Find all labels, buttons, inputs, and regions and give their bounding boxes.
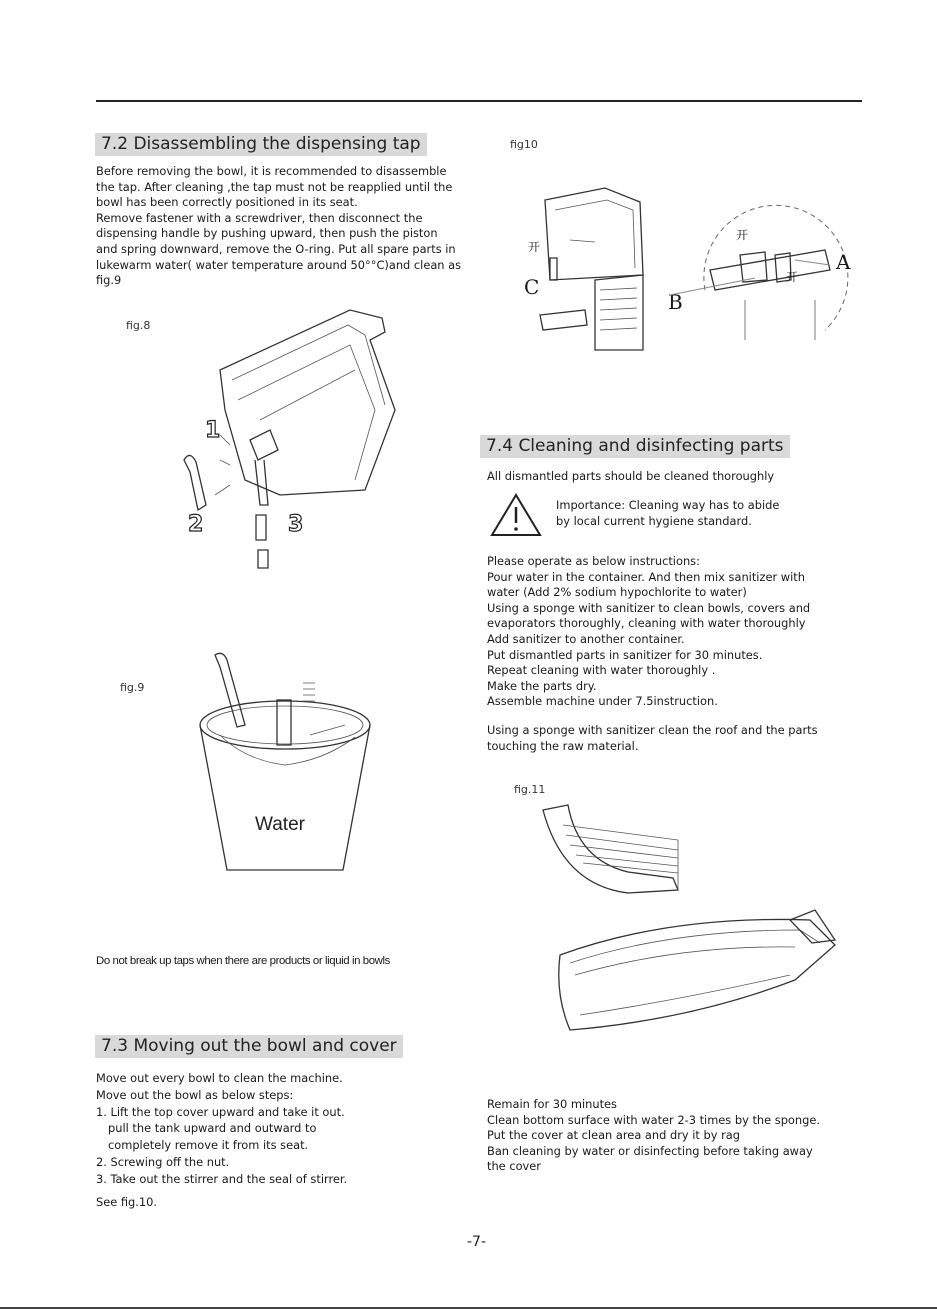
text-line: touching the raw material.: [487, 738, 639, 753]
label-b: B: [668, 290, 683, 314]
text-line: Add sanitizer to another container.: [487, 631, 685, 646]
fig10-tap-detail-illustration: [695, 200, 855, 350]
remain-notes: [487, 1097, 820, 1175]
page-number: -7-: [467, 1234, 487, 1250]
text-line: the tap. After cleaning ,the tap must not be reapplied until the: [96, 179, 453, 194]
text-line: Using a sponge with sanitizer to clean bowls, covers and: [487, 600, 811, 615]
fig9-bucket-illustration: [185, 645, 385, 880]
text-line: Put the cover at clean area and dry it by rag: [487, 1128, 740, 1143]
open-glyph: 开: [736, 228, 749, 242]
fig9-caption: fig.9: [120, 681, 145, 694]
text-line: lukewarm water( water temperature around 50°°C)and clean as: [96, 257, 462, 272]
text-line: Move out every bowl to clean the machine.: [96, 1071, 343, 1085]
text-line: Put dismantled parts in sanitizer for 30 minutes.: [487, 647, 763, 662]
text-line: Clean bottom surface with water 2-3 times by the sponge.: [487, 1112, 820, 1127]
fig11-cover-illustration: [550, 905, 840, 1035]
text-line: 3. Take out the stirrer and the seal of stirrer.: [96, 1171, 348, 1186]
section-7-4-intro: All dismantled parts should be cleaned thoroughly: [487, 469, 775, 483]
text-line: Make the parts dry.: [487, 678, 597, 693]
fig8-caption: fig.8: [126, 319, 151, 332]
fig10-caption: fig10: [510, 138, 538, 151]
text-line: Importance: Cleaning way has to abide: [556, 498, 780, 512]
open-glyph: 开: [786, 270, 799, 284]
text-line: water (Add 2% sodium hypochlorite to water): [487, 585, 747, 600]
section-7-4-heading: 7.4 Cleaning and disinfecting parts: [480, 435, 790, 458]
text-line: Please operate as below instructions:: [487, 554, 700, 568]
text-line: Remove fastener with a screwdriver, then disconnect the: [96, 210, 423, 225]
label-a: A: [836, 250, 851, 274]
fig10-machine-illustration: [525, 180, 665, 350]
callout-1: 1: [205, 418, 221, 443]
text-line: completely remove it from its seat.: [108, 1138, 309, 1153]
text-line: bowl has been correctly positioned in its seat.: [96, 195, 358, 210]
text-line: Pour water in the container. And then mix sanitizer with: [487, 569, 805, 584]
roof-note: [487, 723, 818, 754]
text-line: Before removing the bowl, it is recommended to disassemble: [96, 164, 447, 178]
section-7-3-heading: 7.3 Moving out the bowl and cover: [95, 1035, 403, 1058]
text-line: dispensing handle by pushing upward, then push the piston: [96, 226, 438, 241]
callout-2: 2: [188, 512, 204, 537]
text-line: pull the tank upward and outward to: [108, 1121, 317, 1136]
label-c: C: [524, 275, 540, 299]
importance-note: [556, 498, 779, 529]
text-line: Remain for 30 minutes: [487, 1097, 617, 1111]
text-line: Move out the bowl as below steps:: [96, 1087, 294, 1102]
text-line: 2. Screwing off the nut.: [96, 1154, 230, 1169]
text-line: by local current hygiene standard.: [556, 513, 752, 528]
section-7-3-text: [96, 1070, 347, 1210]
text-line: See fig.10.: [96, 1194, 158, 1209]
text-line: the cover: [487, 1159, 541, 1174]
callout-3: 3: [288, 512, 304, 537]
text-line: Ban cleaning by water or disinfecting before taking away: [487, 1143, 813, 1158]
text-line: fig.9: [96, 273, 122, 288]
text-line: Repeat cleaning with water thoroughly .: [487, 663, 716, 678]
cleaning-steps: [487, 554, 810, 710]
text-line: Assemble machine under 7.5instruction.: [487, 694, 718, 709]
fig11-evaporator-illustration: [538, 800, 688, 895]
fig8-bowl-illustration: [160, 300, 420, 590]
header-rule: [96, 100, 862, 102]
open-glyph: 开: [528, 240, 541, 254]
text-line: Using a sponge with sanitizer clean the roof and the parts: [487, 723, 818, 737]
warning-triangle-icon: [490, 493, 542, 537]
text-line: evaporators thoroughly, cleaning with water thoroughly: [487, 616, 806, 631]
footer-rule: [0, 1307, 937, 1309]
text-line: and spring downward, remove the O-ring. Put all spare parts in: [96, 241, 456, 256]
section-7-2-heading: 7.2 Disassembling the dispensing tap: [95, 133, 427, 156]
fig11-caption: fig.11: [514, 783, 546, 796]
section-7-2-text: [96, 164, 461, 289]
fig9-water-label: Water: [255, 814, 305, 835]
warning-note: Do not break up taps when there are products or liquid in bowls: [96, 955, 390, 967]
text-line: 1. Lift the top cover upward and take it out.: [96, 1104, 345, 1119]
